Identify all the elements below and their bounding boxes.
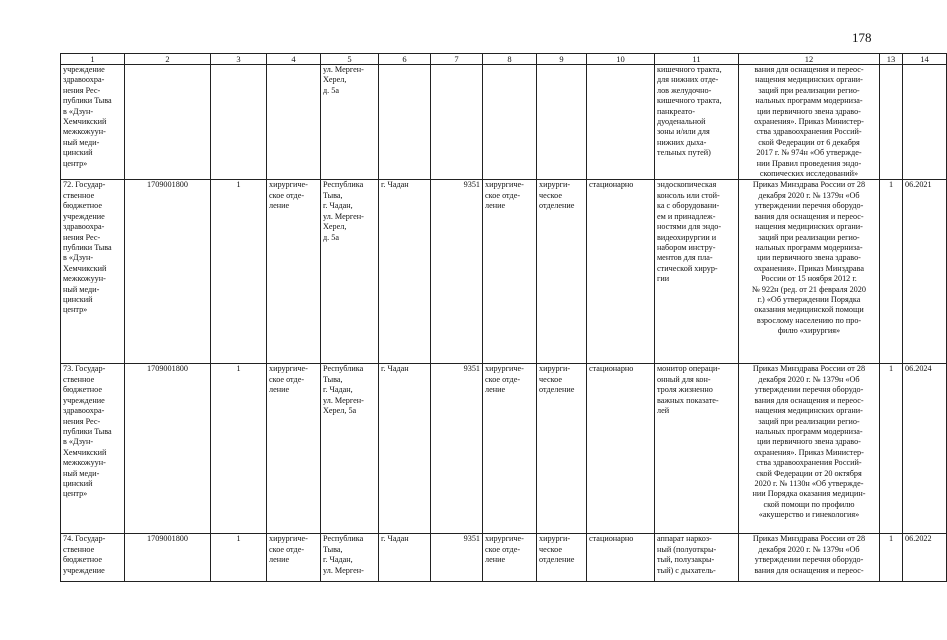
table-cell: монитор операци- онный для кон- троля жизненно важных показате- лей [655,364,739,534]
table-cell: 06.2024 [903,364,947,534]
table-cell: стационарно [587,180,655,364]
equipment-table [60,53,947,582]
column-header: 3 [211,54,267,65]
table-cell: г. Чадан [379,364,431,534]
table-cell [587,65,655,180]
table-cell: 72. Государ- ственное бюджетное учреждение здравоохра- нения Рес- публики Тыва в «Дзун- Хемчикский межкожуун- ный меди- цинский центр» [61,180,125,364]
table-row [61,364,947,534]
table-cell: 1 [211,364,267,534]
table-cell: 1 [880,534,903,582]
table-cell [211,65,267,180]
table-cell: 9351 [431,364,483,534]
table-cell: 1 [211,534,267,582]
table-cell: Республика Тыва, г. Чадан, ул. Мерген- Херел, 5а [321,364,379,534]
table-cell: Приказ Минздрава России от 28 декабря 2020 г. № 1379н «Об утверждении перечня оборудо- вания для оснащения и переос- нащения медицинских органи- заций при реализации регио- нальных программ модерниза- ции первичного звена здраво- охранения». Приказ Министер- ства здравоохранения Россий- ской Федерации от 20 октября 2020 г. № 1130н «Об утвержде- нии Порядка оказания медицин- ской помощи по профилю «акушерство и гинекология» [739,364,880,534]
table-row [61,180,947,364]
table-cell: хирургиче- ское отде- ление [267,180,321,364]
table-cell: г. Чадан [379,180,431,364]
table-cell: хирургиче- ское отде- ление [483,180,537,364]
table-cell: 1709001800 [125,180,211,364]
table-cell [880,65,903,180]
page-number: 178 [852,30,872,45]
table-cell: хирургиче- ское отде- ление [267,534,321,582]
table-cell: аппарат наркоз- ный (полуоткры- тый, полузакры- тый) с дыхатель- [655,534,739,582]
column-header: 5 [321,54,379,65]
table-cell: эндоскопическая консоль или стой- ка с оборудовани- ем и принадлеж- ностями для эндо- видеохирургии и набором инстру- ментов для пла- стической хирур- гии [655,180,739,364]
table-cell: кишечного тракта, для нижних отде- лов желудочно- кишечного тракта, панкреато- дуоденальной зоны и/или для нижних дыха- тельных путей) [655,65,739,180]
column-header: 12 [739,54,880,65]
table-cell: хирургиче- ское отде- ление [267,364,321,534]
table-cell: 73. Государ- ственное бюджетное учреждение здравоохра- нения Рес- публики Тыва в «Дзун- Хемчикский межкожуун- ный меди- цинский центр» [61,364,125,534]
table-cell: 06.2022 [903,534,947,582]
column-header: 8 [483,54,537,65]
column-header: 2 [125,54,211,65]
table-cell: Приказ Минздрава России от 28 декабря 2020 г. № 1379н «Об утверждении перечня оборудо- вания для оснащения и переос- [739,534,880,582]
table-cell [379,65,431,180]
column-header: 11 [655,54,739,65]
table-cell: 1 [211,180,267,364]
table-cell [483,65,537,180]
column-header: 6 [379,54,431,65]
table-cell: стационарно [587,364,655,534]
table-cell: хирургиче- ское отде- ление [483,534,537,582]
table-cell: 06.2021 [903,180,947,364]
table-cell: 1709001800 [125,534,211,582]
table-cell: 1 [880,180,903,364]
table-cell: учреждение здравоохра- нения Рес- публики Тыва в «Дзун- Хемчикский межкожуун- ный меди- цинский центр» [61,65,125,180]
table-row [61,65,947,180]
table-cell [903,65,947,180]
table-header-row [61,54,947,65]
table-cell [431,65,483,180]
table-cell: хирурги- ческое отделение [537,180,587,364]
column-header: 4 [267,54,321,65]
table-cell: Республика Тыва, г. Чадан, ул. Мерген- Херел, д. 5а [321,180,379,364]
table-cell: вания для оснащения и переос- нащения медицинских органи- заций при реализации регио- нальных программ модерниза- ции первичного звена здраво- охранения». Приказ Министер- ства здравоохранения Россий- ской Федерации от 6 декабря 2017 г. № 974н «Об утвержде- нии Правил проведения эндо- скопических исследований» [739,65,880,180]
table-cell: 9351 [431,180,483,364]
table-cell: ул. Мерген- Херел, д. 5а [321,65,379,180]
table-cell: 9351 [431,534,483,582]
table-cell: 1 [880,364,903,534]
table-cell: стационарно [587,534,655,582]
table-cell: хирургиче- ское отде- ление [483,364,537,534]
table-cell: г. Чадан [379,534,431,582]
table-cell: хирурги- ческое отделение [537,534,587,582]
table-cell: 74. Государ- ственное бюджетное учреждение [61,534,125,582]
column-header: 9 [537,54,587,65]
table-cell: Приказ Минздрава России от 28 декабря 2020 г. № 1379н «Об утверждении перечня оборудо- вания для оснащения и переос- нащения медицинских органи- заций при реализации регио- нальных программ модерниза- ции первичного звена здраво- охранения». Приказ Минздрава России от 15 ноября 2012 г. № 922н (ред. от 21 февраля 2020 г.) «Об утверждении Порядка оказания медицинской помощи взрослому населению по про- филю «хирургия» [739,180,880,364]
table-cell: 1709001800 [125,364,211,534]
column-header: 10 [587,54,655,65]
table-cell: хирурги- ческое отделение [537,364,587,534]
table-cell [125,65,211,180]
column-header: 13 [880,54,903,65]
table-cell [537,65,587,180]
column-header: 1 [61,54,125,65]
column-header: 14 [903,54,947,65]
table-cell: Республика Тыва, г. Чадан, ул. Мерген- [321,534,379,582]
column-header: 7 [431,54,483,65]
table-row [61,534,947,582]
table-cell [267,65,321,180]
